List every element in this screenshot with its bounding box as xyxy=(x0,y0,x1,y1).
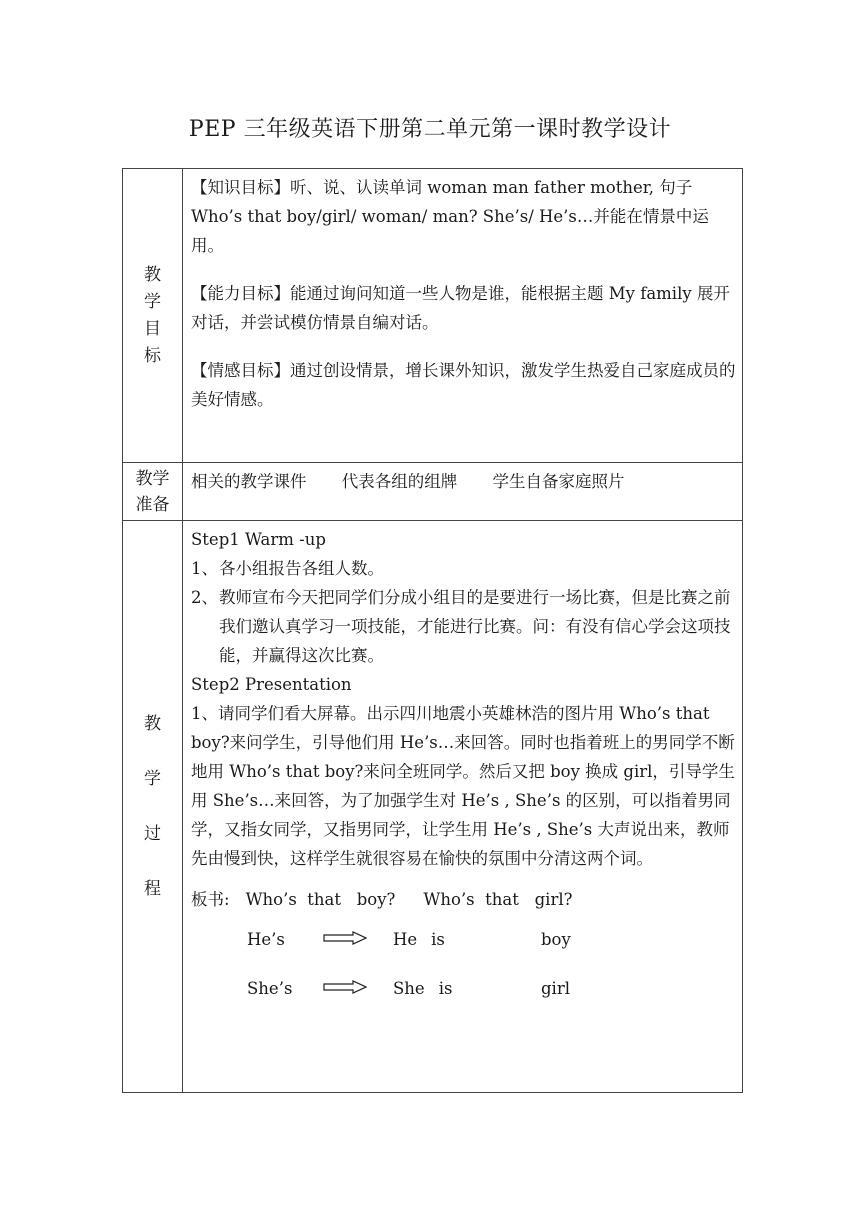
lesson-plan-table xyxy=(122,168,743,1093)
subject: She xyxy=(393,979,425,998)
blackboard-notes xyxy=(191,885,736,1013)
verb: is xyxy=(438,979,453,998)
label-char: 教 xyxy=(144,713,161,734)
process-content xyxy=(183,521,743,1093)
contraction: She’s xyxy=(247,979,293,998)
step2-title: Step2 Presentation xyxy=(191,675,352,694)
list-number: 2、 xyxy=(191,588,218,607)
list-text: 各小组报告各组人数。 xyxy=(219,559,384,578)
knowledge-objective: 【知识目标】听、说、认读单词 woman man father mother, 句子 Who’s that boy/girl/ woman/ man? She’s/ He’s…并能在情景中运用。 xyxy=(191,178,709,255)
label-line: 准备 xyxy=(135,494,170,515)
board-row xyxy=(191,964,736,1013)
label-char: 过 xyxy=(144,823,161,844)
subject: He xyxy=(393,930,418,949)
label-char: 教 xyxy=(144,264,161,285)
list-text: 教师宣布今天把同学们分成小组目的是要进行一场比赛，但是比赛之前我们邀认真学习一项技能，才能进行比赛。问：有没有信心学会这项技能，并赢得这次比赛。 xyxy=(219,588,731,665)
process-label xyxy=(123,521,183,1093)
emotion-objective: 【情感目标】通过创设情景，增长课外知识，激发学生热爱自己家庭成员的美好情感。 xyxy=(191,361,736,409)
noun: boy xyxy=(541,930,571,949)
board-label: 板书: xyxy=(191,890,230,909)
noun: girl xyxy=(541,979,571,998)
process-row xyxy=(123,521,743,1093)
list-number: 1、 xyxy=(191,559,218,578)
prep-item: 代表各组的组牌 xyxy=(341,472,458,491)
board-questions xyxy=(191,885,736,915)
expansion xyxy=(393,974,503,1003)
ability-objective: 【能力目标】能通过询问知道一些人物是谁，能根据主题 My family 展开对话，并尝试模仿情景自编对话。 xyxy=(191,284,730,332)
prep-item: 相关的教学课件 xyxy=(191,472,307,491)
label-char: 学 xyxy=(144,291,161,312)
verb: is xyxy=(431,930,445,949)
list-item xyxy=(191,583,736,670)
preparation-label xyxy=(123,463,183,521)
expansion xyxy=(393,925,503,954)
board-row xyxy=(191,915,736,964)
step1-title: Step1 Warm -up xyxy=(191,530,326,549)
objectives-label xyxy=(123,169,183,463)
board-question: Who’s that girl? xyxy=(423,890,573,909)
label-char: 学 xyxy=(144,768,161,789)
objectives-content xyxy=(183,169,743,463)
label-char: 目 xyxy=(144,318,161,339)
label-char: 标 xyxy=(144,345,161,366)
preparation-content xyxy=(183,463,743,521)
prep-item: 学生自备家庭照片 xyxy=(492,472,625,491)
label-line: 教学 xyxy=(135,468,170,489)
board-question: Who’s that boy? xyxy=(245,890,396,909)
objectives-row xyxy=(123,169,743,463)
contraction: He’s xyxy=(247,930,285,949)
preparation-row xyxy=(123,463,743,521)
page-title: PEP 三年级英语下册第二单元第一课时教学设计 xyxy=(188,117,672,142)
label-char: 程 xyxy=(144,878,161,899)
right-arrow-icon xyxy=(323,925,393,954)
right-arrow-icon xyxy=(323,974,393,1003)
list-item xyxy=(191,554,736,583)
step2-text: 1、请同学们看大屏幕。出示四川地震小英雄林浩的图片用 Who’s that boy?来问学生，引导他们用 He’s…来回答。同时也指着班上的男同学不断地用 Who’s that boy?来问全班同学。然后又把 boy 换成 girl，引导学生用 She’s…来回答，为了加强学生对 He’s , She’s 的区别，可以指着男同学，又指女同学，又指男同学，让学生用 He’s , She’s 大声说出来，教师先由慢到快，这样学生就很容易在愉快的氛围中分清这两个词。 xyxy=(191,704,735,868)
